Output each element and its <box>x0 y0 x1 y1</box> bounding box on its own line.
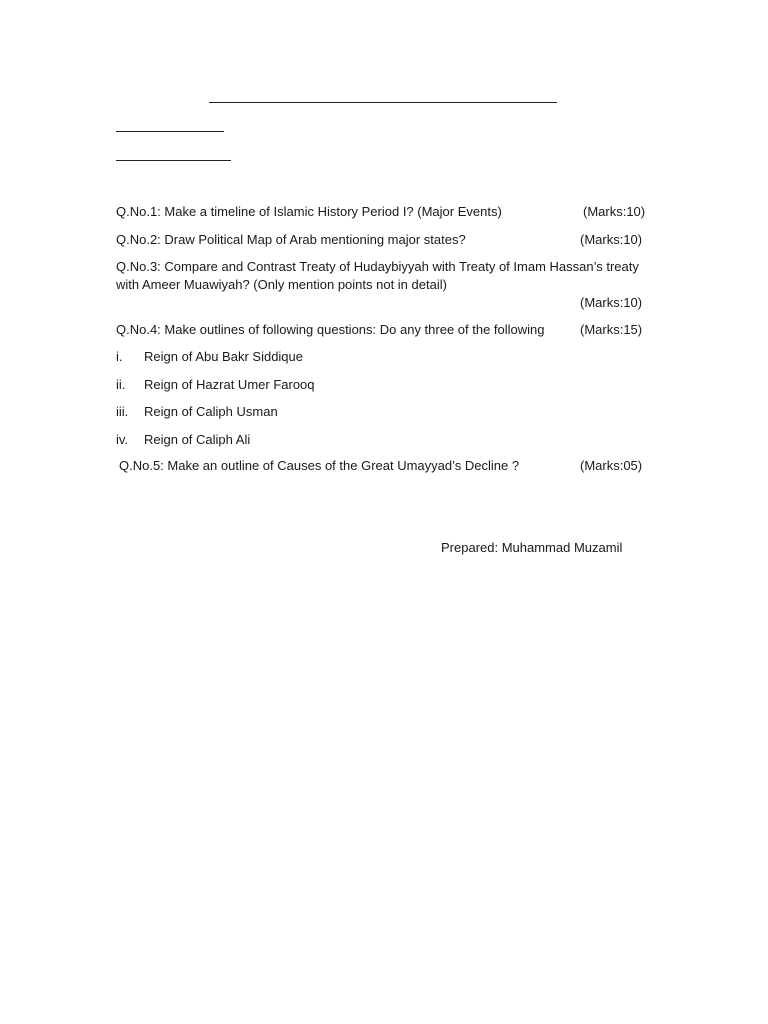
option-4-number: iv. <box>116 432 129 447</box>
question-2-text: Q.No.2: Draw Political Map of Arab mentioning major states? <box>116 232 466 247</box>
option-1-number: i. <box>116 349 123 364</box>
question-1-text: Q.No.1: Make a timeline of Islamic History Period I? (Major Events) <box>116 204 502 219</box>
question-4-marks: (Marks:15) <box>580 322 643 337</box>
question-5-text: Q.No.5: Make an outline of Causes of the Great Umayyad’s Decline ? <box>119 458 520 473</box>
option-1-text: Reign of Abu Bakr Siddique <box>144 349 303 364</box>
option-2-number: ii. <box>116 377 126 392</box>
option-2-text: Reign of Hazrat Umer Farooq <box>144 377 315 392</box>
option-4-text: Reign of Caliph Ali <box>144 432 251 447</box>
name-blank-line <box>116 131 224 132</box>
question-5-marks: (Marks:05) <box>580 458 643 473</box>
class-blank-line <box>116 160 231 161</box>
question-3-text-line2: with Ameer Muawiyah? (Only mention points not in detail) <box>116 277 447 292</box>
title-blank-line <box>209 102 557 103</box>
question-2-marks: (Marks:10) <box>580 232 643 247</box>
option-3-number: iii. <box>116 404 129 419</box>
option-3-text: Reign of Caliph Usman <box>144 404 278 419</box>
prepared-by: Prepared: Muhammad Muzamil <box>441 540 623 555</box>
question-3-text-line1: Q.No.3: Compare and Contrast Treaty of Hudaybiyyah with Treaty of Imam Hassan’s treaty <box>116 259 639 274</box>
question-4-text: Q.No.4: Make outlines of following questions: Do any three of the following <box>116 322 545 337</box>
question-3-marks: (Marks:10) <box>580 295 643 310</box>
question-1-marks: (Marks:10) <box>583 204 646 219</box>
